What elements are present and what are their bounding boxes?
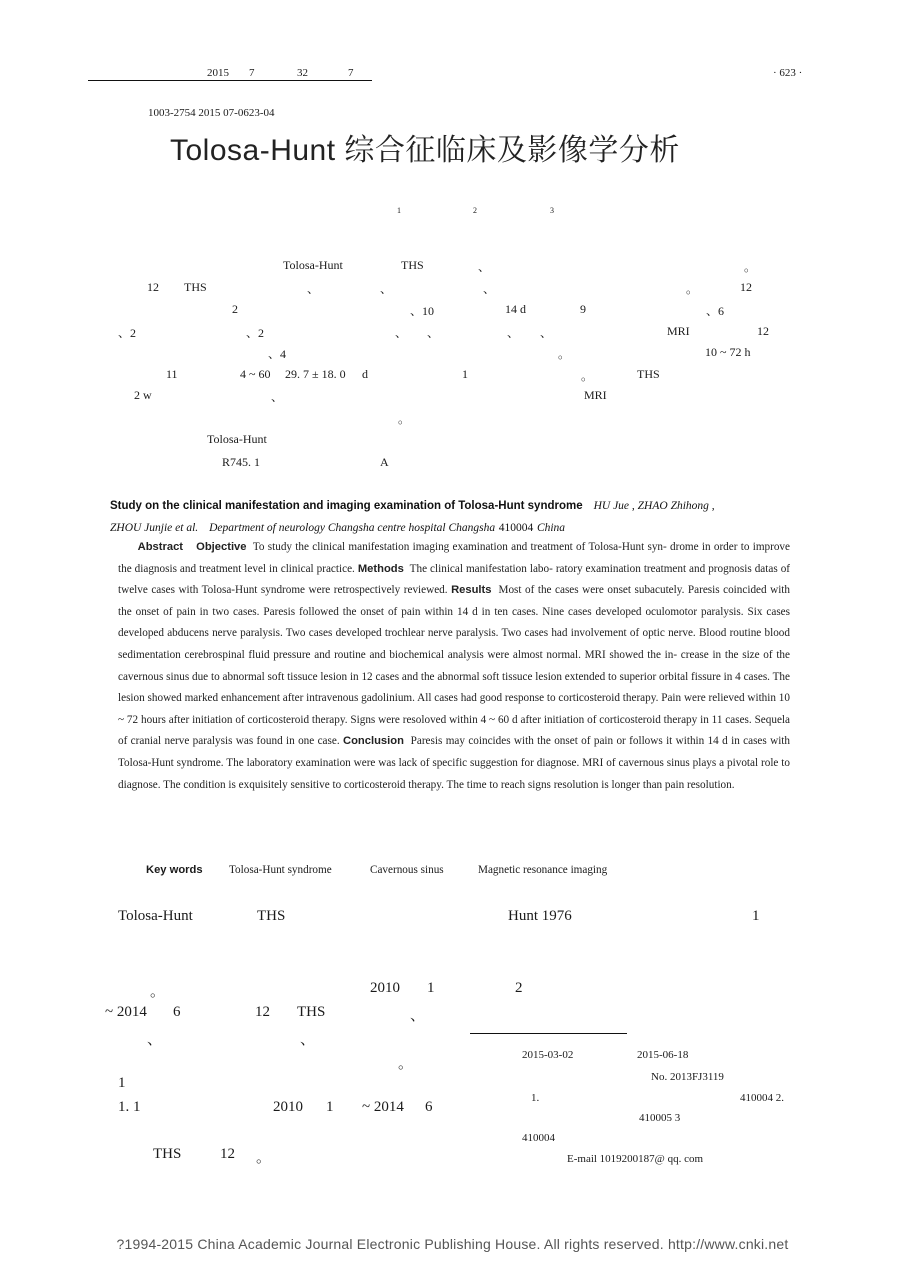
cn-frag: 、 [540, 326, 553, 340]
copyright-footer: ?1994-2015 China Academic Journal Electronic Publishing House. All rights reserved. http://www.cnki.net [116, 1236, 789, 1252]
country: China [536, 522, 566, 534]
body-frag: 、 [300, 1032, 316, 1048]
body-frag: 。 [256, 1150, 272, 1166]
journal-volume: 32 [297, 67, 308, 79]
body-frag: 2010 [370, 980, 400, 996]
cn-frag: THS [184, 280, 207, 294]
cn-frag: 、10 [410, 304, 435, 318]
cn-frag: 、6 [706, 304, 725, 318]
objective-text: To study the clinical manifestation imaging examination and treatment of Tolosa-Hunt syn- drome in order to improve the diagnosis and treatment level in clinical practice. [118, 541, 790, 575]
journal-year: 2015 [207, 67, 229, 79]
cn-frag: MRI [584, 388, 607, 402]
article-id: 1003-2754 2015 07-0623-04 [148, 107, 275, 119]
clc-number: R745. 1 [222, 455, 261, 469]
cn-frag: THS [637, 367, 660, 381]
journal-issue: 7 [348, 67, 354, 79]
keyword-1: Tolosa-Hunt syndrome [229, 864, 332, 876]
cn-frag: THS [401, 258, 424, 272]
postcode: 410004 [498, 522, 534, 534]
cn-frag: 、 [395, 326, 408, 340]
cn-frag: 14 d [505, 302, 526, 316]
english-title-block [110, 495, 800, 539]
aff2-post: 410005 3 [639, 1112, 681, 1124]
doc-code: A [380, 455, 389, 469]
keyword-2: Cavernous sinus [370, 864, 444, 876]
cn-frag: 9 [580, 302, 586, 316]
footnote-rule [470, 1033, 627, 1034]
cn-frag: 。 [686, 282, 699, 296]
body-frag: 1 [427, 980, 435, 996]
cn-frag: 10 ~ 72 h [705, 345, 751, 359]
revised-date: 2015-06-18 [637, 1049, 689, 1061]
journal-month: 7 [249, 67, 255, 79]
objective-label: Objective [196, 541, 247, 553]
cn-frag: 、 [507, 326, 520, 340]
author-mark-2: 2 [473, 206, 477, 215]
cn-frag: d [362, 367, 368, 381]
cn-frag: 。 [581, 369, 594, 383]
cn-frag: Tolosa-Hunt [283, 258, 343, 272]
cn-frag: MRI [667, 324, 690, 338]
cn-frag: 11 [166, 367, 178, 381]
body-frag: 1 [326, 1099, 334, 1115]
cn-frag: 。 [558, 347, 571, 361]
body-frag: Hunt 1976 [508, 908, 572, 924]
conclusion-text: Paresis may coincides with the onset of pain or follows it within 14 d in cases with Tolosa-Hunt syndrome. The laboratory examination were was lack of specific suggestion for diagnose. MRI of cavernous sinus plays a pivotal role to diagnose. The condition is exquisitely sensitive to corticosteroid therapy. The time to reach signs resolution is longer than pain resolution. [118, 735, 791, 791]
cn-frag: 2 [232, 302, 238, 316]
aff1-num: 1. [531, 1092, 540, 1104]
results-text: Most of the cases were onset subacutely. Paresis coincided with the onset of pain in two cases. Paresis followed the onset of pain within 14 d in ten cases. Nine cases developed oculomotor paralysis. Six cases developed abducens nerve paralysis. Two cases developed trochlear nerve paralysis. Two cases had involvement of optic nerve. Blood routine blood sedimentation cerebrospinal fluid pressure and routine and biochemical analysis were almost normal. MRI showed the in- crease in the size of the cavernous sinus due to abnormal soft tissuce lesion in 12 cases and the abnormal soft tissuce lesion extended to superior orbital fissure in 4 cases. The lesion showed marked enhancement after intravenous gadolinium. All cases had good response to corticosteroid therapy. Pain were relieved within 10 ~ 72 hours after initiation of corticosteroid therapy. Signs were resoloved within 4 ~ 60 d after initiation of corticosteroid therapy in 11 cases. Sequela of cranial nerve paralysis was found in one case. [118, 584, 791, 748]
authors-line1: HU Jue , ZHAO Zhihong , [593, 500, 715, 512]
cn-frag: 、 [271, 390, 284, 404]
author-mark-1: 1 [397, 206, 401, 215]
body-frag: 、 [410, 1008, 426, 1024]
cn-frag: 。 [398, 412, 411, 426]
header-rule [88, 80, 372, 81]
keywords-cn: Tolosa-Hunt [207, 432, 267, 446]
cn-frag: 、 [307, 282, 320, 296]
body-frag: THS [153, 1146, 182, 1162]
aff1-post: 410004 2. [740, 1092, 784, 1104]
abstract-en [118, 537, 790, 796]
cn-frag: 12 [147, 280, 159, 294]
authors-line2: ZHOU Junjie et al. [110, 522, 199, 534]
received-date: 2015-03-02 [522, 1049, 574, 1061]
cn-frag: 、2 [246, 326, 265, 340]
cn-frag: 、 [427, 326, 440, 340]
cn-frag: 4 ~ 60 [240, 367, 271, 381]
cn-frag: 、 [478, 260, 491, 274]
body-frag: THS [297, 1004, 326, 1020]
body-frag: ~ 2014 [362, 1099, 404, 1115]
section-heading-1: 1 [118, 1075, 126, 1091]
body-frag: 12 [255, 1004, 270, 1020]
body-frag: 6 [425, 1099, 433, 1115]
fund-number: No. 2013FJ3119 [651, 1071, 724, 1083]
body-frag: Tolosa-Hunt [118, 908, 193, 924]
page-number: · 623 · [773, 67, 803, 79]
author-mark-3: 3 [550, 206, 554, 215]
cn-frag: 12 [757, 324, 769, 338]
body-frag: THS [257, 908, 286, 924]
cn-frag: 、 [483, 282, 496, 296]
keywords-label: Key words [146, 864, 203, 876]
body-frag: 。 [150, 984, 166, 1000]
page-title: Tolosa-Hunt 综合征临床及影像学分析 [170, 134, 680, 167]
cn-frag: 2 w [134, 388, 152, 402]
abstract-label: Abstract [137, 541, 184, 553]
body-frag: 、 [147, 1032, 163, 1048]
cn-frag: 1 [462, 367, 468, 381]
cn-frag: 12 [740, 280, 752, 294]
keyword-3: Magnetic resonance imaging [478, 864, 608, 876]
methods-label: Methods [357, 562, 404, 575]
cn-frag: 、2 [118, 326, 137, 340]
body-frag: 2010 [273, 1099, 303, 1115]
keywords-en-row [146, 864, 203, 876]
email: E-mail 1019200187@ qq. com [567, 1153, 704, 1165]
results-label: Results [451, 584, 492, 597]
aff3-post: 410004 [522, 1132, 555, 1144]
body-frag: 12 [220, 1146, 235, 1162]
methods-text: The clinical manifestation labo- ratory examination treatment and prognosis datas of twelve cases with Tolosa-Hunt syndrome were retrospectively reviewed. [118, 562, 791, 597]
body-frag: 6 [173, 1004, 181, 1020]
body-frag: 2 [515, 980, 523, 996]
section-heading-1-1: 1. 1 [118, 1099, 141, 1115]
body-frag: 1 [752, 908, 760, 924]
conclusion-label: Conclusion [343, 735, 404, 748]
cn-frag: 29. 7 ± 18. 0 [285, 367, 346, 381]
affiliation: Department of neurology Changsha centre hospital Changsha [209, 522, 496, 534]
body-frag: ~ 2014 [105, 1004, 147, 1020]
english-title: Study on the clinical manifestation and imaging examination of Tolosa-Hunt syndrome [110, 500, 583, 512]
body-frag: 。 [398, 1056, 414, 1072]
cn-frag: 、4 [268, 347, 287, 361]
cn-frag: 。 [744, 260, 757, 274]
cn-frag: 、 [380, 282, 393, 296]
